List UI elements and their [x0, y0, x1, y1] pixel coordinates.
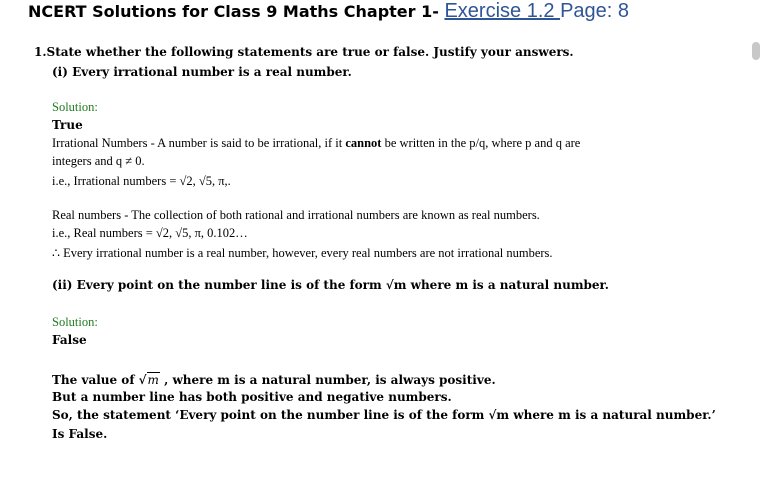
real-examples-line: i.e., Real numbers = √2, √5, π, 0.102… — [52, 226, 248, 240]
header-title: NCERT Solutions for Class 9 Maths Chapter 1- — [28, 2, 439, 21]
solution-label-1: Solution: — [52, 100, 98, 114]
irrational-definition-text-1: Irrational Numbers - A number is said to be irrational, if it — [52, 136, 346, 150]
vertical-scrollbar[interactable] — [745, 0, 769, 493]
irrational-definition-text-2: be written in the p/q, where p and q are — [381, 136, 581, 150]
irrational-definition-line — [52, 136, 580, 151]
conclusion-line: ∴ Every irrational number is a real number, however, every real numbers are not irrational numbers. — [52, 246, 553, 260]
solution-label-2: Solution: — [52, 315, 98, 329]
verdict-line: Is False. — [52, 427, 108, 441]
number-line-line: But a number line has both positive and negative numbers. — [52, 390, 452, 404]
answer-1: True — [52, 118, 83, 132]
value-text-2: , where m is a natural number, is always positive. — [159, 373, 496, 387]
exercise-link[interactable]: Exercise 1.2 — [444, 0, 561, 22]
value-statement-line — [52, 373, 496, 387]
statement-line: So, the statement ‘Every point on the number line is of the form √m where m is a natural number.’ — [52, 408, 716, 422]
question-1-heading: 1.State whether the following statements are true or false. Justify your answers. — [34, 45, 574, 59]
answer-2: False — [52, 333, 87, 347]
irrational-examples-line: i.e., Irrational numbers = √2, √5, π,. — [52, 174, 231, 188]
page-header — [28, 0, 629, 23]
page-reference: Page: 8 — [560, 0, 630, 22]
real-definition-line: Real numbers - The collection of both rational and irrational numbers are known as real numbers. — [52, 208, 540, 222]
scrollbar-thumb[interactable] — [752, 42, 760, 60]
sqrt-symbol: √ — [138, 373, 147, 387]
irrational-condition-line: integers and q ≠ 0. — [52, 154, 145, 168]
value-text-1: The value of — [52, 373, 139, 387]
sqrt-radicand: m — [147, 373, 159, 387]
irrational-definition-bold: cannot — [345, 136, 382, 150]
question-1-part-i: (i) Every irrational number is a real number. — [52, 65, 352, 79]
question-1-part-ii: (ii) Every point on the number line is of the form √m where m is a natural number. — [52, 278, 609, 292]
